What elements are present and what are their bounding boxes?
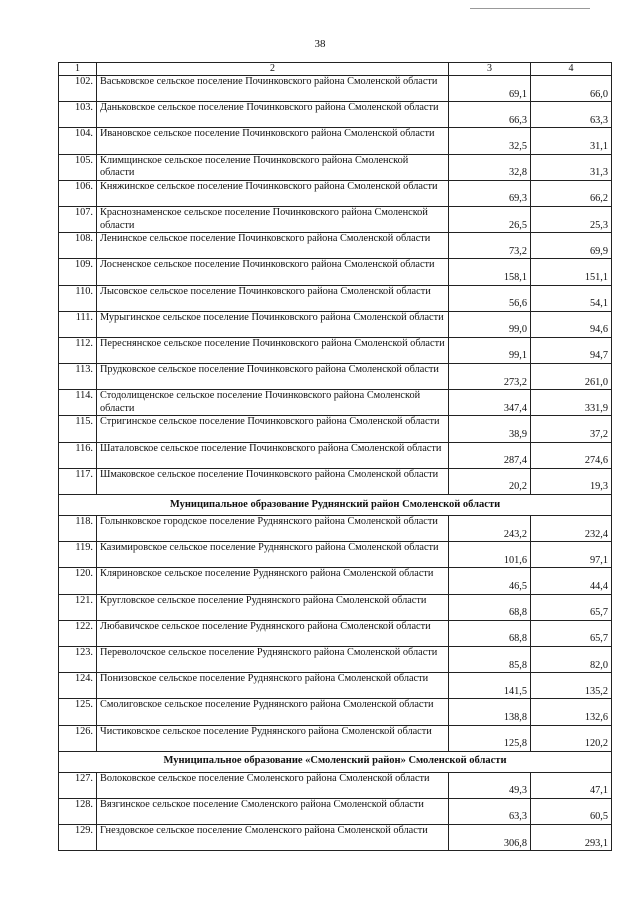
row-number: 112. [59,337,97,363]
row-number: 123. [59,646,97,672]
settlement-name: Шаталовское сельское поселение Починковского района Смоленской области [97,442,449,468]
row-number: 126. [59,725,97,751]
value-col-4: 97,1 [531,542,612,568]
row-number: 127. [59,772,97,798]
table-row [59,102,612,128]
value-col-4: 331,9 [531,390,612,416]
value-col-4: 261,0 [531,364,612,390]
row-number: 121. [59,594,97,620]
table-row [59,390,612,416]
section-header-row [59,495,612,516]
settlement-name: Даньковское сельское поселение Починковского района Смоленской области [97,102,449,128]
value-col-4: 232,4 [531,516,612,542]
value-col-3: 63,3 [449,798,531,824]
settlement-name: Любавичское сельское поселение Руднянского района Смоленской области [97,620,449,646]
value-col-3: 138,8 [449,699,531,725]
value-col-4: 135,2 [531,673,612,699]
settlement-name: Мурыгинское сельское поселение Починковского района Смоленской области [97,311,449,337]
table-row [59,673,612,699]
value-col-4: 82,0 [531,646,612,672]
settlement-name: Волоковское сельское поселение Смоленского района Смоленской области [97,772,449,798]
data-table [58,62,612,851]
settlement-name: Переволочское сельское поселение Руднянского района Смоленской области [97,646,449,672]
row-number: 103. [59,102,97,128]
value-col-3: 69,3 [449,180,531,206]
value-col-4: 66,2 [531,180,612,206]
header-row [59,63,612,76]
row-number: 102. [59,76,97,102]
table-row [59,772,612,798]
row-number: 108. [59,233,97,259]
value-col-3: 141,5 [449,673,531,699]
value-col-4: 94,6 [531,311,612,337]
value-col-3: 68,8 [449,594,531,620]
value-col-3: 287,4 [449,442,531,468]
value-col-4: 94,7 [531,337,612,363]
value-col-3: 347,4 [449,390,531,416]
settlement-name: Васьковское сельское поселение Починковского района Смоленской области [97,76,449,102]
settlement-name: Кругловское сельское поселение Руднянского района Смоленской области [97,594,449,620]
table-row [59,233,612,259]
table-row [59,542,612,568]
row-number: 106. [59,180,97,206]
row-number: 111. [59,311,97,337]
table-row [59,364,612,390]
value-col-4: 274,6 [531,442,612,468]
settlement-name: Шмаковское сельское поселение Починковского района Смоленской области [97,468,449,494]
table-row [59,416,612,442]
value-col-4: 65,7 [531,594,612,620]
value-col-4: 60,5 [531,798,612,824]
row-number: 104. [59,128,97,154]
value-col-4: 132,6 [531,699,612,725]
row-number: 114. [59,390,97,416]
row-number: 125. [59,699,97,725]
table-row [59,594,612,620]
settlement-name: Смолиговское сельское поселение Руднянского района Смоленской области [97,699,449,725]
row-number: 129. [59,825,97,851]
value-col-3: 56,6 [449,285,531,311]
table-row [59,646,612,672]
table-row [59,725,612,751]
value-col-4: 66,0 [531,76,612,102]
settlement-name: Ленинское сельское поселение Починковского района Смоленской области [97,233,449,259]
settlement-name: Ивановское сельское поселение Починковского района Смоленской области [97,128,449,154]
settlement-name: Голынковское городское поселение Руднянского района Смоленской области [97,516,449,542]
settlement-name: Гнездовское сельское поселение Смоленского района Смоленской области [97,825,449,851]
table-row [59,259,612,285]
table-row [59,337,612,363]
page-number: 38 [314,38,326,50]
value-col-4: 19,3 [531,468,612,494]
table-row [59,798,612,824]
section-title: Муниципальное образование «Смоленский район» Смоленской области [59,751,612,772]
row-number: 105. [59,154,97,180]
value-col-3: 38,9 [449,416,531,442]
settlement-name: Стригинское сельское поселение Починковского района Смоленской области [97,416,449,442]
row-number: 116. [59,442,97,468]
row-number: 113. [59,364,97,390]
table-row [59,568,612,594]
table-row [59,442,612,468]
settlement-name: Лосненское сельское поселение Починковского района Смоленской области [97,259,449,285]
table-row [59,620,612,646]
table-row [59,285,612,311]
header-col-4: 4 [531,63,612,76]
value-col-3: 101,6 [449,542,531,568]
header-col-3: 3 [449,63,531,76]
value-col-4: 31,1 [531,128,612,154]
value-col-3: 32,8 [449,154,531,180]
row-number: 117. [59,468,97,494]
settlement-name: Климщинское сельское поселение Починковского района Смоленской области [97,154,449,180]
value-col-3: 66,3 [449,102,531,128]
table-body [59,76,612,851]
settlement-name: Чистиковское сельское поселение Руднянского района Смоленской области [97,725,449,751]
row-number: 124. [59,673,97,699]
value-col-4: 120,2 [531,725,612,751]
value-col-3: 49,3 [449,772,531,798]
settlement-name: Краснознаменское сельское поселение Починковского района Смоленской области [97,206,449,232]
settlement-name: Понизовское сельское поселение Руднянского района Смоленской области [97,673,449,699]
value-col-4: 63,3 [531,102,612,128]
settlement-name: Кляриновское сельское поселение Руднянского района Смоленской области [97,568,449,594]
value-col-4: 25,3 [531,206,612,232]
table-row [59,311,612,337]
header-col-1: 1 [59,63,97,76]
corner-scan-mark [470,8,590,9]
settlement-name: Казимировское сельское поселение Руднянского района Смоленской области [97,542,449,568]
table-row [59,468,612,494]
table-row [59,825,612,851]
value-col-3: 68,8 [449,620,531,646]
table-row [59,154,612,180]
row-number: 109. [59,259,97,285]
value-col-4: 293,1 [531,825,612,851]
row-number: 107. [59,206,97,232]
row-number: 120. [59,568,97,594]
table-row [59,516,612,542]
value-col-3: 32,5 [449,128,531,154]
value-col-3: 158,1 [449,259,531,285]
value-col-3: 73,2 [449,233,531,259]
section-header-row [59,751,612,772]
value-col-3: 243,2 [449,516,531,542]
table-row [59,128,612,154]
value-col-3: 125,8 [449,725,531,751]
value-col-4: 65,7 [531,620,612,646]
value-col-3: 69,1 [449,76,531,102]
value-col-3: 306,8 [449,825,531,851]
row-number: 115. [59,416,97,442]
value-col-4: 47,1 [531,772,612,798]
row-number: 122. [59,620,97,646]
value-col-4: 69,9 [531,233,612,259]
table-row [59,180,612,206]
value-col-4: 151,1 [531,259,612,285]
header-col-2: 2 [97,63,449,76]
settlement-name: Прудковское сельское поселение Починковского района Смоленской области [97,364,449,390]
value-col-3: 99,0 [449,311,531,337]
settlement-name: Вязгинское сельское поселение Смоленского района Смоленской области [97,798,449,824]
section-title: Муниципальное образование Руднянский район Смоленской области [59,495,612,516]
value-col-3: 20,2 [449,468,531,494]
settlement-name: Стодолищенское сельское поселение Починковского района Смоленской области [97,390,449,416]
value-col-4: 54,1 [531,285,612,311]
table-row [59,699,612,725]
table-row [59,76,612,102]
settlement-name: Княжинское сельское поселение Починковского района Смоленской области [97,180,449,206]
settlement-name: Переснянское сельское поселение Починковского района Смоленской области [97,337,449,363]
value-col-4: 31,3 [531,154,612,180]
value-col-3: 26,5 [449,206,531,232]
table-row [59,206,612,232]
value-col-4: 37,2 [531,416,612,442]
value-col-3: 273,2 [449,364,531,390]
row-number: 118. [59,516,97,542]
value-col-3: 99,1 [449,337,531,363]
value-col-3: 85,8 [449,646,531,672]
value-col-3: 46,5 [449,568,531,594]
row-number: 119. [59,542,97,568]
row-number: 128. [59,798,97,824]
settlement-name: Лысовское сельское поселение Починковского района Смоленской области [97,285,449,311]
value-col-4: 44,4 [531,568,612,594]
row-number: 110. [59,285,97,311]
